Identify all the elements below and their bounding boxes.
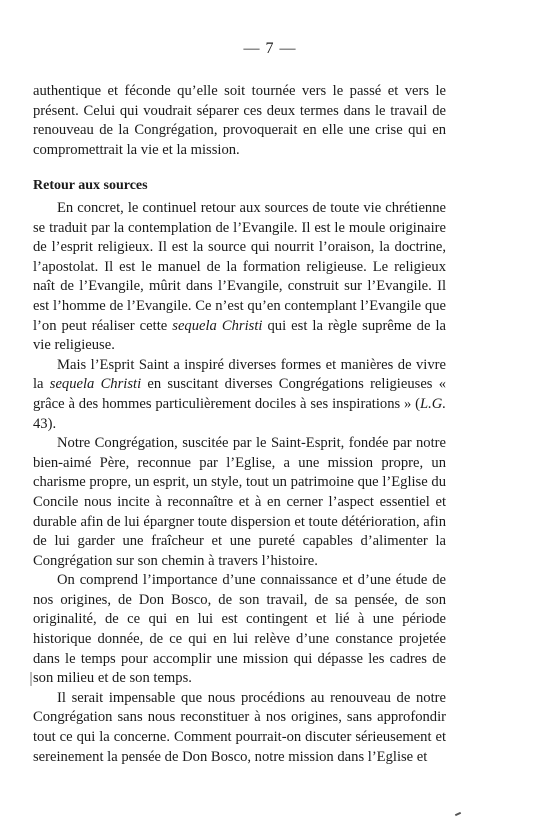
paragraph-3: Notre Congrégation, suscitée par le Saint-Esprit, fondée par notre bien-aimé Père, reconnue par l’Eglise, a une mission propre, un charisme propre, un esprit, un style, tout un patrimoine que l’Eglise du Concile nous incite à reconnaître et à en cerner l’aspect essentiel et durable afin de lui épargner toute dispersion et toute détérioration, afin de lui garder une fraîcheur et une pureté capables d’alimenter la Congrégation sur son chemin à travers l’histoire. — [33, 435, 446, 569]
paragraph-2 — [33, 356, 446, 434]
paragraph-2-italic: sequela Christi — [49, 376, 142, 393]
paragraph-2-text-b: en suscitant diverses Congrégations religieuses « grâce à des hommes particulièrement dociles à ses inspirations » ( — [33, 376, 447, 412]
page-number: — 7 — — [243, 40, 297, 57]
scan-mark — [30, 672, 32, 686]
scan-mark-small — [455, 812, 461, 816]
paragraph-2-text-c: 43). — [33, 415, 57, 432]
paragraph-1-italic: sequela Christi — [172, 317, 263, 334]
paragraph-2-text-a: Mais l’Esprit Saint a inspiré diverses formes et manières de vivre la — [33, 356, 446, 393]
intro-paragraph: authentique et féconde qu’elle soit tournée vers le passé et vers le présent. Celui qui voudrait séparer ces deux termes dans le travail de renouveau de la Congrégation, provoquerait en elle une crise qui en compromettrait la vie et la mission. — [33, 83, 446, 158]
paragraph-1-text-a: En concret, le continuel retour aux sources de toute vie chrétienne se traduit par la contemplation de l’Evangile. Il est le moule originaire de l’esprit religieux. Il est la source qui nourrit l’oraison, la doctrine, l’apostolat. Il est le manuel de la formation religieuse. Le religieux naît de l’Evangile, mûrit dans l’Evangile, construit sur l’Evangile. Il est l’homme de l’Evangile. Ce n’est qu’en contemplant l’Evangile que l’on peut réaliser cette — [33, 200, 446, 334]
section-heading: Retour aux sources — [33, 178, 148, 193]
intro-paragraph-block — [33, 82, 446, 160]
paragraph-4: On comprend l’importance d’une connaissance et d’une étude de nos origines, de Don Bosco, de son travail, de sa pensée, de son originalité, de ce qui en lui est contingent et lié à une période historique donnée, de ce qui en lui relève d’une constance projetée dans le temps pour accomplir une mission qui dépasse les cadres de son milieu et de son temps. — [33, 572, 446, 687]
paragraph-5: Il serait impensable que nous procédions au renouveau de notre Congrégation sans nous reconstituer à nos origines, sans approfondir tout ce qui la concerne. Comment pourrait-on discuter sérieusement et sereinement la pensée de Don Bosco, notre mission dans l’Eglise et — [33, 689, 446, 765]
paragraph-1 — [33, 199, 446, 356]
paragraph-2-citation: L.G. — [420, 395, 446, 412]
paragraph-1-text-b: qui est la règle suprême de la vie religieuse. — [33, 317, 446, 354]
body-text — [33, 199, 446, 767]
